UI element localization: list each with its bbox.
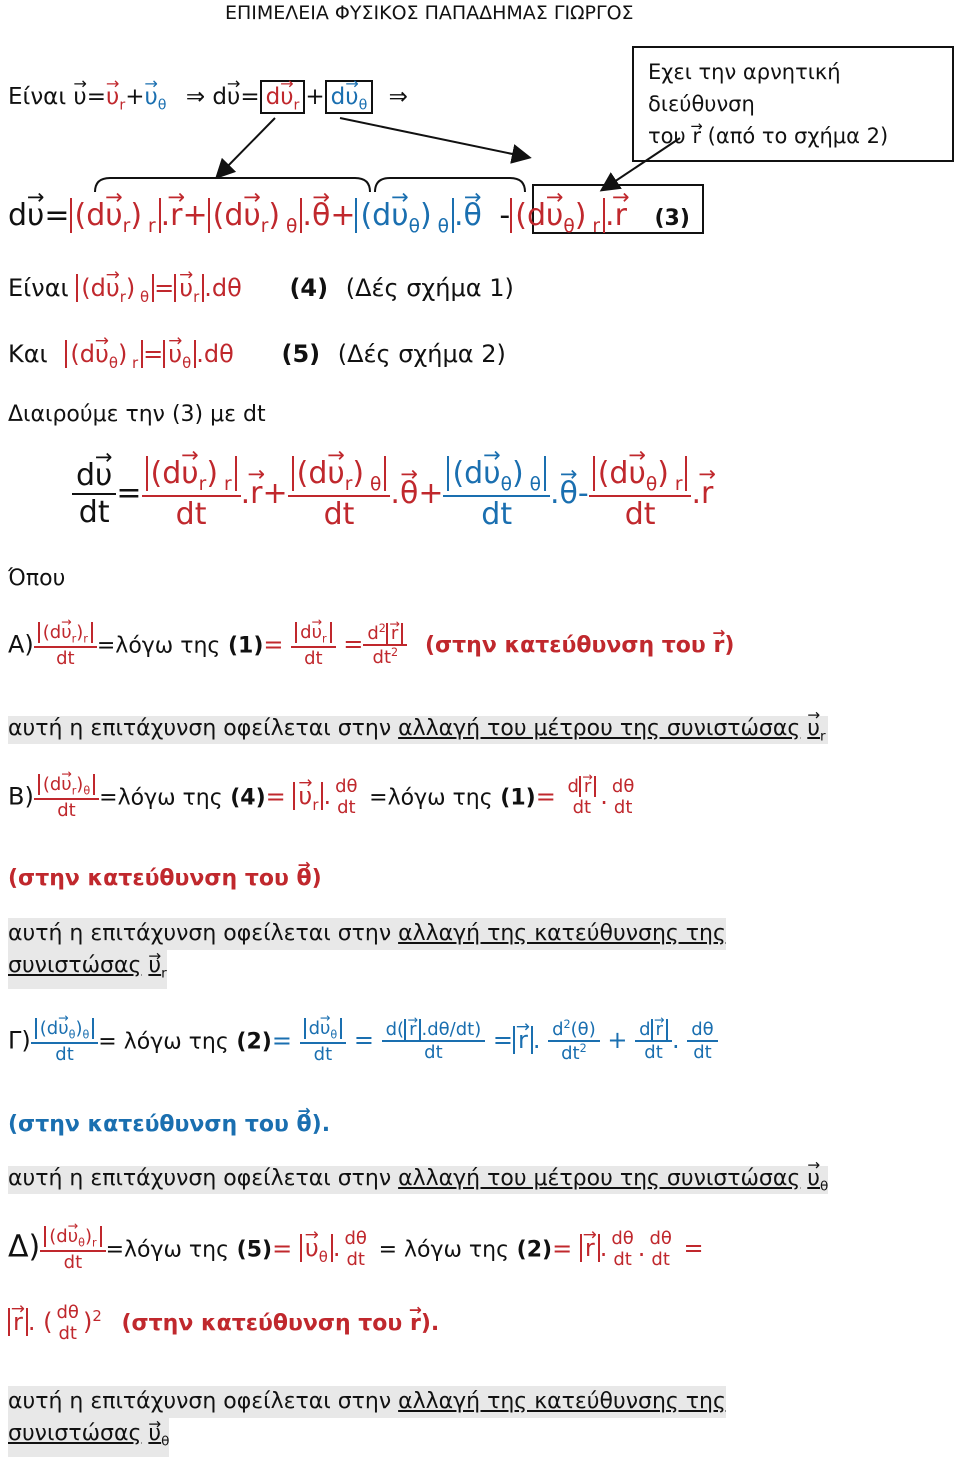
plus-sign-2: + [305, 84, 325, 110]
equation-3: $d\to \upsilon= (d\to \upsilon_r)$ $_r$ .→ $r+ (d\to \upsilon_r)$ $_\theta$ .→ $\theta+ (d\to \upsilon_\theta)$ $_\theta$ .→ $\theta - (d\to \upsilon_\theta)$ $_r$ .→ r (3) [8, 198, 690, 237]
duth-box: $d\to \upsilon_\theta$ [325, 80, 374, 114]
eq4-label: (4) [289, 274, 329, 302]
eq-sign: = [86, 84, 107, 110]
note-line1: Εχει την αρνητική διεύθυνση [648, 60, 841, 116]
dur-box: $d\to \upsilon_r$ [260, 80, 306, 114]
section-d-logo: =λόγω της [105, 1237, 230, 1263]
eq5-note: (Δές σχήμα 2) [337, 340, 506, 368]
section-a-logo: =λόγω της [96, 633, 221, 659]
divide-line: Διαιρούμε την (3) με dt [8, 402, 266, 427]
section-d-ref2: (2) [516, 1237, 553, 1263]
eq-sign-2: = [240, 84, 260, 110]
section-g-logo: = λόγω της [98, 1029, 229, 1055]
section-d-result: → r . ( dθ dt )$^2$ (στην κατεύθυνση του → r). [8, 1302, 439, 1344]
du-lhs: d→ υ [212, 84, 240, 110]
implies-1: ⇒ [185, 84, 206, 110]
section-g-explanation: αυτή η επιτάχυνση οφείλεται στην αλλαγή του μέτρου της $\sigma\upsilon\nu\iota\sigma\tau ώ\sigma\alpha\varsigma \to \upsilon_\theta$ [8, 1166, 828, 1194]
section-d-logo2: = λόγω της [378, 1237, 510, 1263]
opou: Όπου [8, 566, 66, 591]
section-b-ref: (4) [230, 785, 266, 811]
section-a-ref: (1) [227, 633, 264, 659]
eq3-label: (3) [654, 206, 690, 231]
section-b-logo: =λόγω της [99, 785, 223, 811]
section-d-label: Δ) [8, 1229, 41, 1265]
intro-einai: Είναι [8, 84, 67, 110]
section-g-ref: (2) [236, 1029, 272, 1055]
eq5-label: (5) [281, 340, 321, 368]
section-a-formula: Α) $\frac{(d\to \upsilon_r)_r}{dt}$ =λόγω της (1)= $\frac{d\to \upsilon_r}{dt}$ = $\frac{d^2\to r}{dt^2}$ (στην κατεύθυνση του → r) [8, 622, 734, 669]
section-b-label: Β) [8, 782, 34, 811]
equation-5: Και $(d\to \upsilon_\theta)$ $_r =\to \upsilon_\theta$ .dθ (5) (Δές σχήμα 2) [8, 340, 506, 372]
implies-2: ⇒ [388, 84, 408, 110]
ur-term: → $\upsilon_r$ [106, 84, 125, 110]
uth-term: → $\upsilon_\theta$ [144, 84, 166, 110]
section-d-explanation: αυτή η επιτάχυνση οφείλεται στην αλλαγή της κατεύθυνσης της $\sigma\upsilon\nu\iota\sigma\tau ώ\sigma\alpha\varsigma \to \upsilon_\theta$ [8, 1386, 726, 1457]
section-g-label: Γ) [8, 1026, 31, 1055]
section-b-logo2: =λόγω της [369, 785, 493, 811]
derivative-equation: $\frac{d\to \upsilon}{dt}$ = $\frac{(d\to \upsilon_r) _r}{dt}$ .→ r+ $\frac{(d\to \upsilon_r) _\theta}{dt}$ .→ θ+ $\frac{(d\to \upsilon_\theta) _\theta}{dt}$ .→ θ- $\frac{(d\to \upsilon_\theta) _r}{dt}$ .→ r [72, 456, 713, 532]
page-header: ΕΠΙΜΕΛΕΙΑ ΦΥΣΙΚΟΣ ΠΑΠΑΔΗΜΑΣ ΓΙΩΡΓΟΣ [225, 2, 634, 24]
section-a-explanation: αυτή η επιτάχυνση οφείλεται στην αλλαγή του μέτρου της $\sigma\upsilon\nu\iota\sigma\tau ώ\sigma\alpha\varsigma \to \upsilon_r$ [8, 716, 828, 744]
section-a-direction: (στην κατεύθυνση του → r) [425, 633, 734, 658]
eq4-note: (Δές σχήμα 1) [345, 274, 514, 302]
equation-4: Είναι $(d\to \upsilon_r)$ $_\theta =\to \upsilon_r$ .dθ (4) (Δές σχήμα 1) [8, 274, 514, 306]
section-b-direction: (στην κατεύθυνση του → θ) [8, 866, 322, 891]
section-g-direction: (στην κατεύθυνση του → θ). [8, 1112, 330, 1137]
u-vec: → υ [73, 84, 86, 110]
section-d-direction: (στην κατεύθυνση του → r). [121, 1311, 439, 1336]
note-line2: του → r (από το σχήμα 2) [648, 120, 938, 152]
section-d-formula: Δ) $\frac{(d\to \upsilon_\theta)_r}{dt}$ =λόγω της $(5)= \to \upsilon_\theta$ . dθ dt = λόγω της (2)= → r . dθ dt . dθ dt = [8, 1226, 704, 1273]
section-b-ref2: (1) [500, 785, 536, 811]
plus-sign: + [125, 84, 145, 110]
arrows-overlay [0, 0, 960, 300]
section-g-formula: Γ) $\frac{(d\to \upsilon_\theta)_\theta}{dt}$ = λόγω της (2)= $\frac{d\to \upsilon_\theta}{dt}$ = $\frac{d(\to r .d\theta/dt)}{dt}$ =→ r . $\frac{d^2(\theta)}{dt^2}$ + $\frac{d\to r}{dt}$ . $\frac{d\theta}{dt}$ [8, 1018, 718, 1065]
section-d-ref: (5) [236, 1237, 273, 1263]
eq4-prefix: Είναι [8, 274, 69, 302]
section-b-formula: Β) $\frac{(d\to \upsilon_r)_\theta}{dt}$ =λόγω της $(4)= \to \upsilon_r$ . dθ dt =λόγω της (1)= d→ r dt . dθ dt [8, 774, 638, 821]
eq5-prefix: Και [8, 340, 48, 368]
section-b-explanation: αυτή η επιτάχυνση οφείλεται στην αλλαγή της κατεύθυνσης της $\sigma\upsilon\nu\iota\sigma\tau ώ\sigma\alpha\varsigma \to \upsilon_r$ [8, 918, 726, 989]
section-a-label: Α) [8, 630, 34, 659]
